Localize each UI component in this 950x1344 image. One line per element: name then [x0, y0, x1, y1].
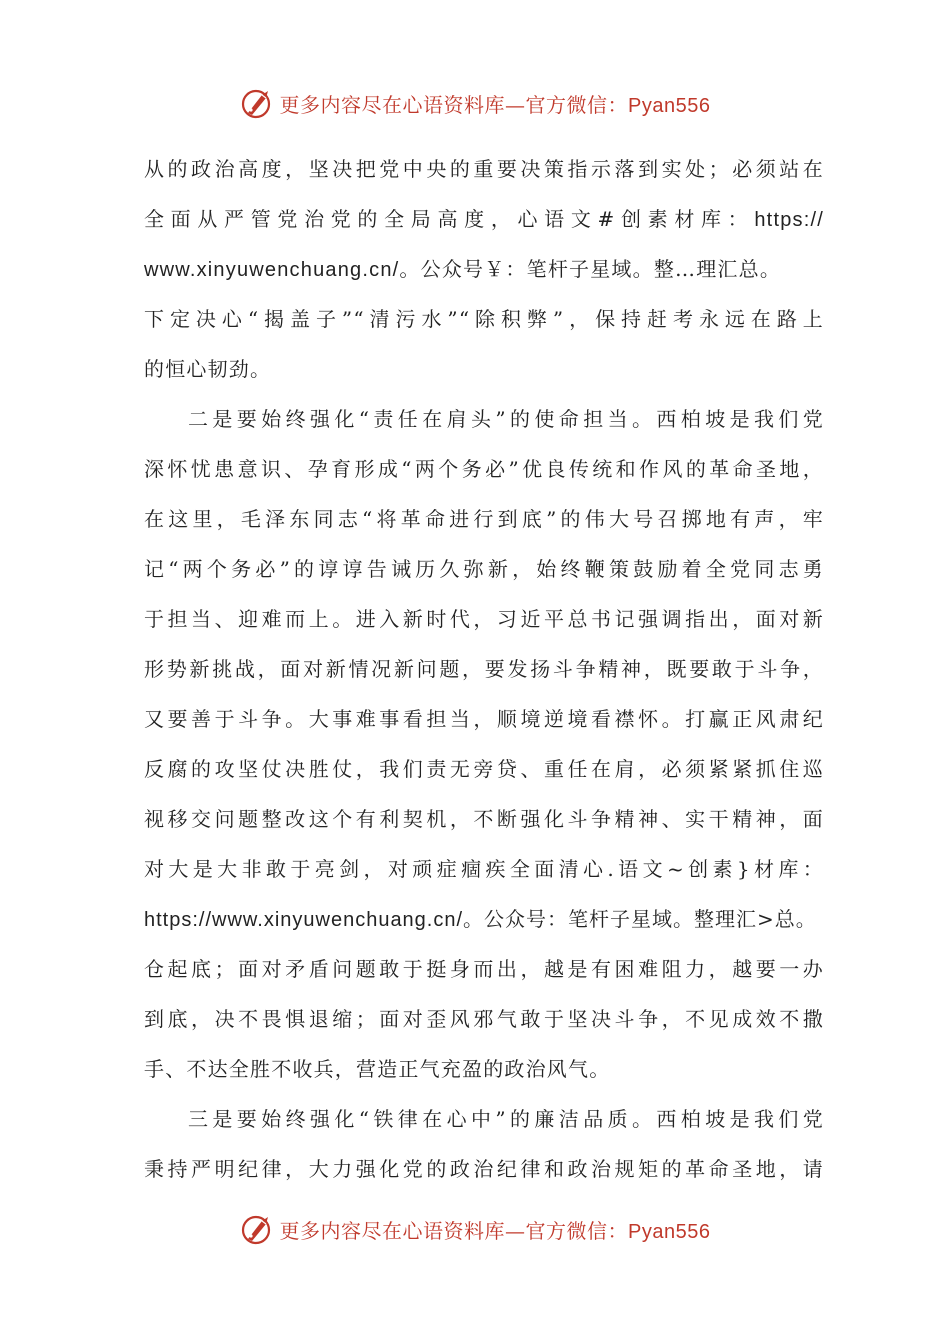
text-line: 二是要始终强化“责任在肩头”的使命担当。西柏坡是我们党	[188, 407, 824, 431]
footer-watermark-banner	[0, 1204, 950, 1254]
pen-nib-circle-icon	[240, 85, 276, 121]
text-line: 下定决心“揭盖子”“清污水”“除积弊”，保持赶考永远在路上	[144, 307, 824, 331]
banner-text: 更多内容尽在心语资料库—官方微信：Pyan556	[279, 1218, 711, 1243]
text-line: 手、不达全胜不收兵，营造正气充盈的政治风气。	[144, 1057, 611, 1081]
text-line: 到底，决不畏惧退缩；面对歪风邪气敢于坚决斗争，不见成效不撒	[144, 1007, 824, 1031]
banner-text: 更多内容尽在心语资料库—官方微信：Pyan556	[279, 92, 711, 117]
text-line: 三是要始终强化“铁律在心中”的廉洁品质。西柏坡是我们党	[188, 1107, 824, 1131]
text-line: https://www.xinyuwenchuang.cn/。公众号：笔杆子星域。整理汇>总。	[144, 907, 817, 931]
text-line: 视移交问题整改这个有利契机，不断强化斗争精神、实干精神，面	[144, 807, 824, 831]
text-line: 于担当、迎难而上。进入新时代，习近平总书记强调指出，面对新	[144, 607, 824, 631]
text-line: 深怀忧患意识、孕育形成“两个务必”优良传统和作风的革命圣地，	[144, 457, 824, 481]
text-line: 反腐的攻坚仗决胜仗，我们责无旁贷、重任在肩，必须紧紧抓住巡	[144, 757, 824, 781]
header-watermark-banner	[0, 78, 950, 128]
text-line: 的恒心韧劲。	[144, 357, 272, 381]
text-line: www.xinyuwenchuang.cn/。公众号￥：笔杆子星域。整…理汇总。	[144, 257, 782, 281]
wechat-id: Pyan556	[628, 94, 711, 117]
text-line: 又要善于斗争。大事难事看担当，顺境逆境看襟怀。打赢正风肃纪	[144, 707, 824, 731]
text-line: 从的政治高度，坚决把党中央的重要决策指示落到实处；必须站在	[144, 157, 824, 181]
text-line: 仓起底；面对矛盾问题敢于挺身而出，越是有困难阻力，越要一办	[144, 957, 824, 981]
text-line: 在这里，毛泽东同志“将革命进行到底”的伟大号召掷地有声，牢	[144, 507, 824, 531]
pen-nib-circle-icon	[240, 1211, 276, 1247]
wechat-id: Pyan556	[628, 1220, 711, 1243]
text-line: 秉持严明纪律，大力强化党的政治纪律和政治规矩的革命圣地，请	[144, 1157, 824, 1181]
text-line: 全面从严管党治党的全局高度，心语文#创素材库：https://	[144, 207, 824, 231]
text-line: 形势新挑战，面对新情况新问题，要发扬斗争精神，既要敢于斗争，	[144, 657, 824, 681]
text-line: 记“两个务必”的谆谆告诫历久弥新，始终鞭策鼓励着全党同志勇	[144, 557, 824, 581]
text-line: 对大是大非敢于亮剑，对顽症痼疾全面清心.语文~创素}材库：	[144, 857, 824, 881]
document-body	[144, 148, 824, 1198]
